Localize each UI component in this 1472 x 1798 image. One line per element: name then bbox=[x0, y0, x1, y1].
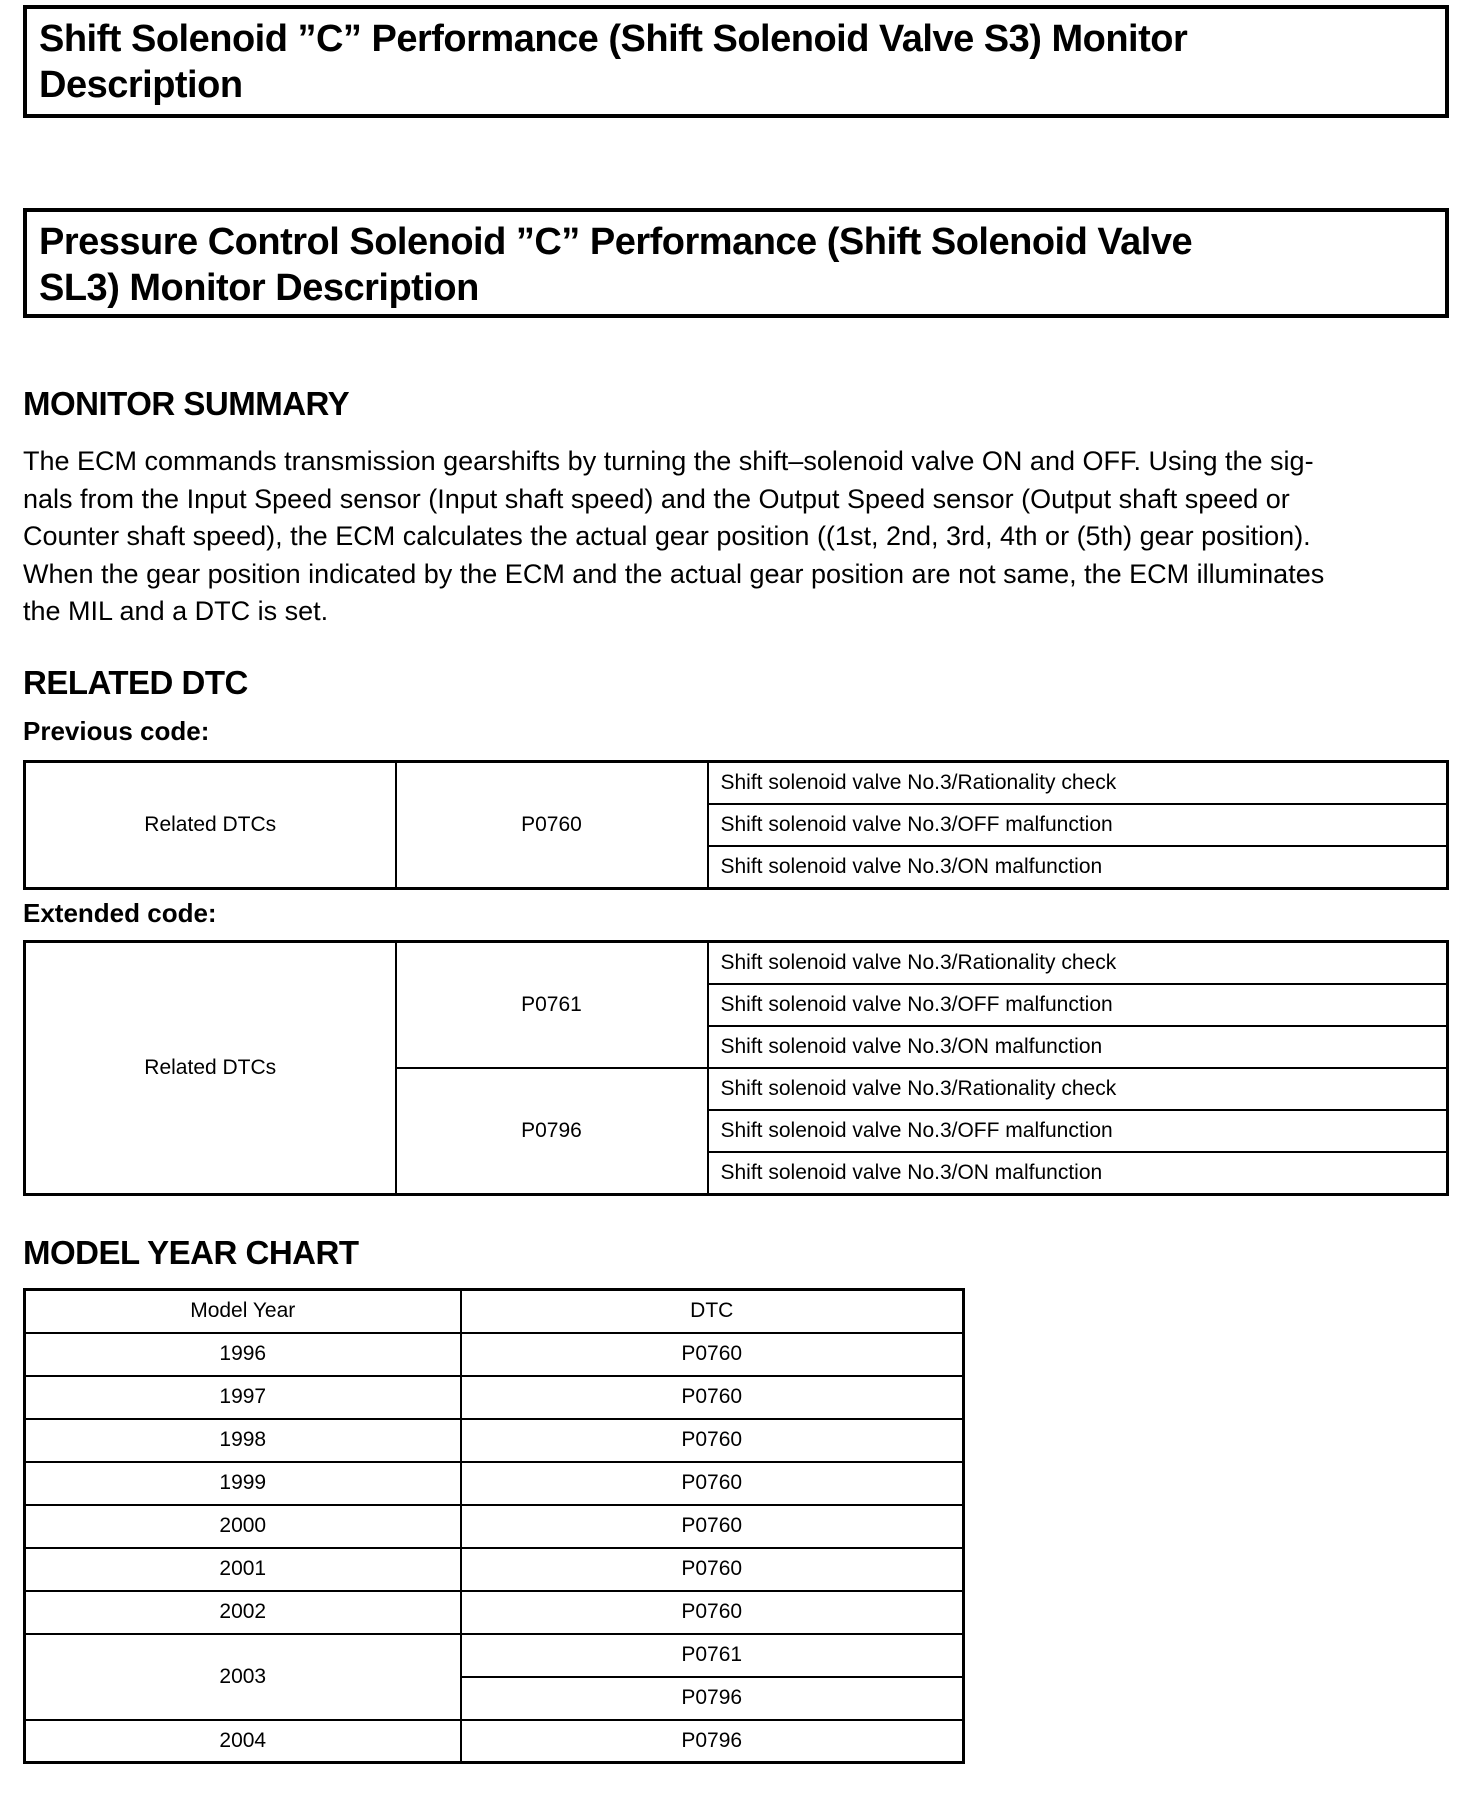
title-box-shift-solenoid-s3 bbox=[23, 5, 1449, 118]
model-year-table bbox=[23, 1288, 965, 1764]
description-cell: Shift solenoid valve No.3/ON malfunction bbox=[708, 1026, 1448, 1068]
table-row bbox=[25, 1419, 964, 1462]
dtc-cell: P0796 bbox=[461, 1677, 964, 1720]
table-row bbox=[25, 1591, 964, 1634]
table-row bbox=[25, 1462, 964, 1505]
dtc-cell: P0760 bbox=[461, 1419, 964, 1462]
description-cell: Shift solenoid valve No.3/Rationality check bbox=[708, 942, 1448, 984]
year-cell: 1999 bbox=[25, 1462, 461, 1505]
table-header-row bbox=[25, 1290, 964, 1333]
related-dtcs-label-cell: Related DTCs bbox=[25, 762, 396, 889]
paragraph-line: the MIL and a DTC is set. bbox=[23, 596, 329, 626]
previous-code-subheading: Previous code: bbox=[23, 716, 210, 746]
year-cell: 2004 bbox=[25, 1720, 461, 1763]
extended-code-subheading: Extended code: bbox=[23, 898, 217, 928]
description-cell: Shift solenoid valve No.3/Rationality check bbox=[708, 762, 1448, 804]
model-year-column-header: Model Year bbox=[25, 1290, 461, 1333]
extended-code-table bbox=[23, 940, 1449, 1196]
title-line: Description bbox=[39, 64, 243, 106]
dtc-cell: P0760 bbox=[461, 1505, 964, 1548]
related-dtc-heading: RELATED DTC bbox=[23, 664, 248, 701]
description-cell: Shift solenoid valve No.3/OFF malfunction bbox=[708, 984, 1448, 1026]
table-row bbox=[25, 942, 1448, 984]
year-cell: 1996 bbox=[25, 1333, 461, 1376]
year-cell: 1997 bbox=[25, 1376, 461, 1419]
title-line: Shift Solenoid ”C” Performance (Shift Solenoid Valve S3) Monitor bbox=[39, 18, 1188, 60]
paragraph-line: Counter shaft speed), the ECM calculates the actual gear position ((1st, 2nd, 3rd, 4th or (5th) gear position). bbox=[23, 521, 1311, 551]
dtc-cell: P0760 bbox=[461, 1548, 964, 1591]
dtc-code-cell: P0796 bbox=[396, 1068, 708, 1195]
description-cell: Shift solenoid valve No.3/Rationality check bbox=[708, 1068, 1448, 1110]
description-cell: Shift solenoid valve No.3/OFF malfunction bbox=[708, 1110, 1448, 1152]
year-cell: 2002 bbox=[25, 1591, 461, 1634]
dtc-column-header: DTC bbox=[461, 1290, 964, 1333]
year-cell: 2001 bbox=[25, 1548, 461, 1591]
year-cell: 2003 bbox=[25, 1634, 461, 1720]
description-cell: Shift solenoid valve No.3/OFF malfunction bbox=[708, 804, 1448, 846]
related-dtcs-label-cell: Related DTCs bbox=[25, 942, 396, 1195]
model-year-chart-heading: MODEL YEAR CHART bbox=[23, 1234, 359, 1271]
title-line: Pressure Control Solenoid ”C” Performance (Shift Solenoid Valve bbox=[39, 221, 1193, 263]
year-cell: 2000 bbox=[25, 1505, 461, 1548]
table-row bbox=[25, 1720, 964, 1763]
title-box-pressure-control-sl3 bbox=[23, 208, 1449, 318]
dtc-cell: P0760 bbox=[461, 1376, 964, 1419]
dtc-code-cell: P0760 bbox=[396, 762, 708, 889]
description-cell: Shift solenoid valve No.3/ON malfunction bbox=[708, 1152, 1448, 1194]
dtc-code-cell: P0761 bbox=[396, 942, 708, 1068]
paragraph-line: When the gear position indicated by the ECM and the actual gear position are not same, the ECM illuminates bbox=[23, 558, 1325, 589]
description-cell: Shift solenoid valve No.3/ON malfunction bbox=[708, 846, 1448, 888]
paragraph-line: nals from the Input Speed sensor (Input shaft speed) and the Output Speed sensor (Output shaft speed or bbox=[23, 483, 1290, 514]
dtc-cell: P0760 bbox=[461, 1462, 964, 1505]
paragraph-line: The ECM commands transmission gearshifts by turning the shift–solenoid valve ON and OFF. Using the sig- bbox=[23, 446, 1314, 476]
table-row bbox=[25, 1548, 964, 1591]
dtc-cell: P0760 bbox=[461, 1333, 964, 1376]
dtc-cell: P0761 bbox=[461, 1634, 964, 1677]
dtc-cell: P0796 bbox=[461, 1720, 964, 1763]
year-cell: 1998 bbox=[25, 1419, 461, 1462]
table-row bbox=[25, 1505, 964, 1548]
table-row bbox=[25, 762, 1448, 804]
dtc-cell: P0760 bbox=[461, 1591, 964, 1634]
previous-code-table bbox=[23, 760, 1449, 890]
table-row bbox=[25, 1634, 964, 1677]
monitor-summary-heading: MONITOR SUMMARY bbox=[23, 385, 350, 422]
monitor-summary-paragraph bbox=[23, 443, 1463, 631]
table-row bbox=[25, 1333, 964, 1376]
title-line: SL3) Monitor Description bbox=[39, 267, 479, 309]
table-row bbox=[25, 1376, 964, 1419]
